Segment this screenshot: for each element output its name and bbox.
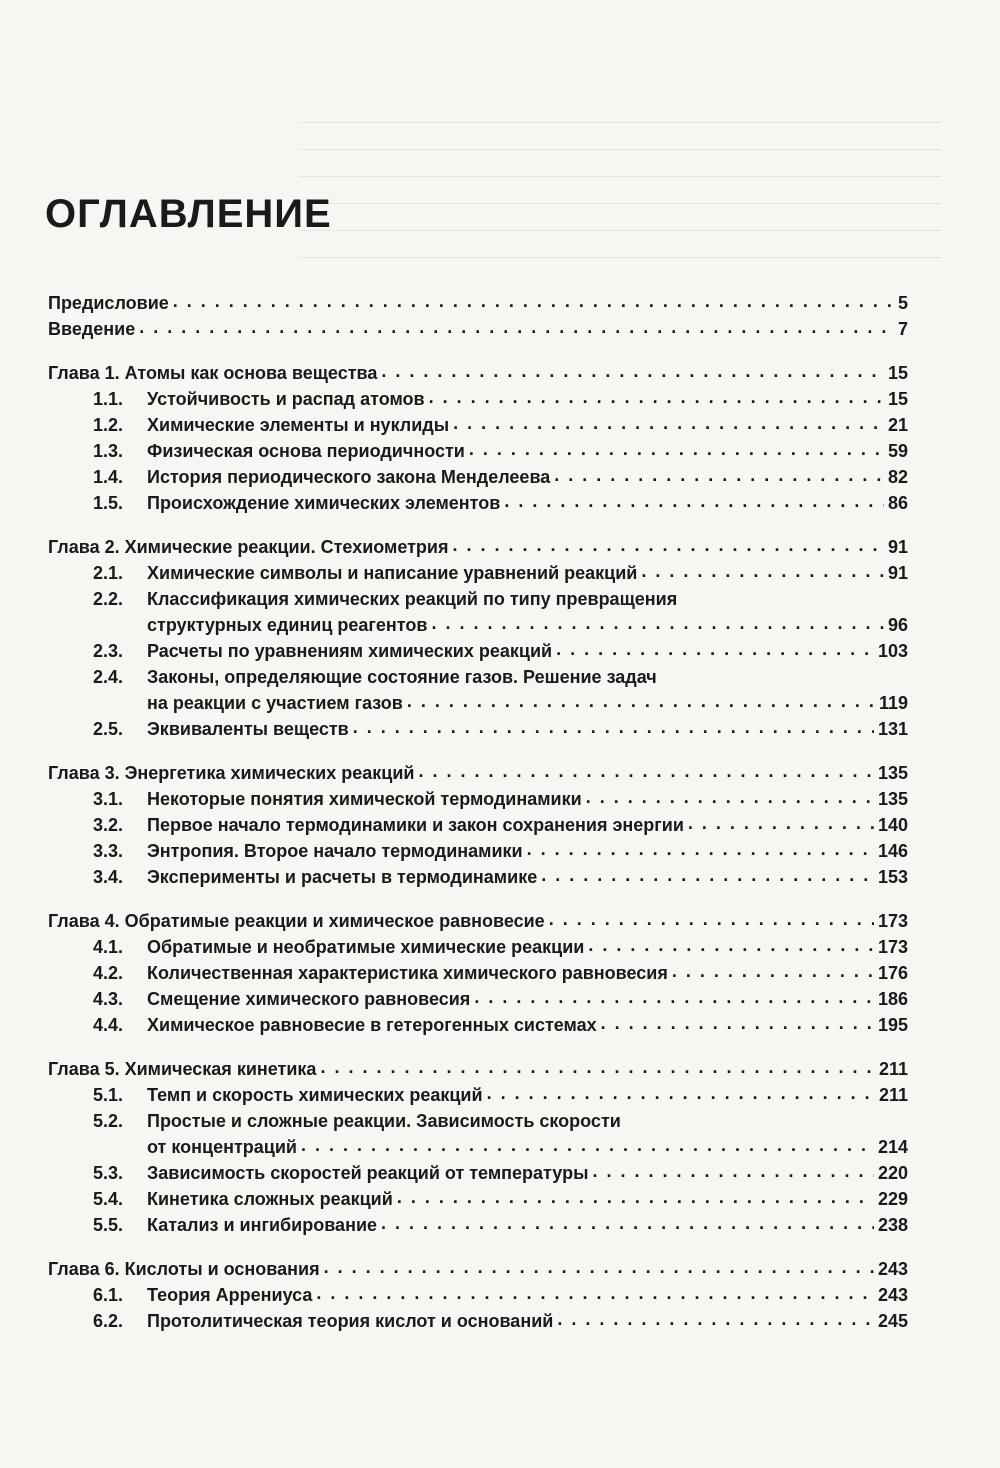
- toc-section-entry[interactable]: [48, 638, 908, 664]
- section-number: 5.1.: [93, 1085, 124, 1105]
- section-number: 2.1.: [93, 563, 124, 583]
- section-page: 131: [877, 719, 908, 739]
- section-page: 119: [878, 693, 908, 713]
- toc-section-continuation[interactable]: [48, 690, 908, 716]
- section-number: 3.2.: [93, 815, 124, 835]
- section-number: 1.4.: [93, 467, 124, 487]
- toc-chapter-entry[interactable]: [48, 1256, 908, 1282]
- chapter-title: Глава 6. Кислоты и основания: [48, 1259, 320, 1279]
- section-title: Темп и скорость химических реакций: [147, 1085, 483, 1105]
- section-title: Первое начало термодинамики и закон сохранения энергии: [147, 815, 684, 835]
- section-number: 2.3.: [93, 641, 124, 661]
- chapter-block: [48, 908, 908, 1038]
- toc-section-entry[interactable]: [48, 864, 908, 890]
- entry-page: 5: [897, 293, 908, 313]
- toc-section-entry[interactable]: [48, 838, 908, 864]
- section-title: Устойчивость и распад атомов: [147, 389, 425, 409]
- toc-section-entry[interactable]: [48, 438, 908, 464]
- section-page: 21: [887, 415, 908, 435]
- section-title-line2: от концентраций: [147, 1137, 297, 1157]
- section-number: 1.5.: [93, 493, 124, 513]
- chapter-block: [48, 760, 908, 890]
- entry-page: 7: [897, 319, 908, 339]
- chapter-page: 135: [877, 763, 908, 783]
- section-title: Расчеты по уравнениям химических реакций: [147, 641, 553, 661]
- section-title: Кинетика сложных реакций: [147, 1189, 393, 1209]
- section-page: 135: [877, 789, 908, 809]
- section-number: 2.4.: [93, 667, 124, 687]
- section-title: Химические элементы и нуклиды: [147, 415, 450, 435]
- section-page: 86: [887, 493, 908, 513]
- toc-chapter-entry[interactable]: [48, 1056, 908, 1082]
- toc-section-entry[interactable]: [48, 1308, 908, 1334]
- section-title: Обратимые и необратимые химические реакции: [147, 937, 585, 957]
- section-page: 15: [887, 389, 908, 409]
- entry-title: Предисловие: [48, 293, 169, 313]
- chapter-page: 173: [877, 911, 908, 931]
- section-title: Химические символы и написание уравнений реакций: [147, 563, 638, 583]
- chapter-page: 91: [887, 537, 908, 557]
- section-title: Некоторые понятия химической термодинамики: [147, 789, 582, 809]
- section-page: 214: [877, 1137, 908, 1157]
- toc-section-entry[interactable]: [48, 1160, 908, 1186]
- section-page: 82: [887, 467, 908, 487]
- section-page: 176: [877, 963, 908, 983]
- bleed-through-background: [0, 0, 1000, 300]
- section-number: 1.2.: [93, 415, 124, 435]
- section-title: Количественная характеристика химического равновесия: [147, 963, 668, 983]
- section-title-line2: структурных единиц реагентов: [147, 615, 428, 635]
- chapter-block: [48, 1056, 908, 1238]
- section-number: 4.3.: [93, 989, 124, 1009]
- toc-section-entry[interactable]: [48, 1186, 908, 1212]
- chapter-page: 15: [887, 363, 908, 383]
- section-page: 186: [877, 989, 908, 1009]
- chapter-title: Глава 1. Атомы как основа вещества: [48, 363, 378, 383]
- section-title-line1: Законы, определяющие состояние газов. Решение задач: [147, 667, 657, 687]
- section-number: 3.1.: [93, 789, 124, 809]
- chapter-page: 211: [878, 1059, 908, 1079]
- section-title: Теория Аррениуса: [147, 1285, 313, 1305]
- toc-entry-preface[interactable]: [48, 290, 908, 316]
- section-title: Происхождение химических элементов: [147, 493, 501, 513]
- section-page: 173: [877, 937, 908, 957]
- section-number: 5.4.: [93, 1189, 124, 1209]
- section-page: 96: [887, 615, 908, 635]
- toc-section-continuation[interactable]: [48, 1134, 908, 1160]
- section-page: 229: [877, 1189, 908, 1209]
- section-page: 140: [877, 815, 908, 835]
- section-number: 2.5.: [93, 719, 124, 739]
- toc-chapter-entry[interactable]: [48, 908, 908, 934]
- section-number: 6.1.: [93, 1285, 124, 1305]
- section-page: 59: [887, 441, 908, 461]
- chapter-title: Глава 3. Энергетика химических реакций: [48, 763, 415, 783]
- toc-section-entry[interactable]: [48, 464, 908, 490]
- section-page: 238: [877, 1215, 908, 1235]
- section-number: 2.2.: [93, 589, 124, 609]
- section-title: История периодического закона Менделеева: [147, 467, 551, 487]
- section-number: 1.1.: [93, 389, 124, 409]
- section-title: Зависимость скоростей реакций от температуры: [147, 1163, 589, 1183]
- section-page: 245: [877, 1311, 908, 1331]
- section-number: 5.3.: [93, 1163, 124, 1183]
- toc-entry-introduction[interactable]: [48, 316, 908, 342]
- toc-section-entry[interactable]: [48, 1212, 908, 1238]
- section-number: 5.2.: [93, 1111, 124, 1131]
- chapter-title: Глава 2. Химические реакции. Стехиометрия: [48, 537, 449, 557]
- section-page: 91: [887, 563, 908, 583]
- toc-section-entry[interactable]: [48, 1012, 908, 1038]
- toc-chapter-entry[interactable]: [48, 360, 908, 386]
- toc-section-entry[interactable]: [48, 786, 908, 812]
- chapter-title: Глава 4. Обратимые реакции и химическое равновесие: [48, 911, 545, 931]
- toc-section-entry[interactable]: [48, 934, 908, 960]
- section-page: 146: [877, 841, 908, 861]
- section-number: 1.3.: [93, 441, 124, 461]
- entry-title: Введение: [48, 319, 136, 339]
- toc-section-entry[interactable]: [48, 986, 908, 1012]
- toc-section-entry[interactable]: [48, 386, 908, 412]
- toc-chapter-entry[interactable]: [48, 760, 908, 786]
- chapter-title: Глава 5. Химическая кинетика: [48, 1059, 317, 1079]
- section-number: 6.2.: [93, 1311, 124, 1331]
- section-page: 220: [877, 1163, 908, 1183]
- section-title-line1: Классификация химических реакций по типу превращения: [147, 589, 678, 609]
- section-page: 103: [877, 641, 908, 661]
- table-of-contents: [48, 290, 908, 1352]
- chapter-page: 243: [877, 1259, 908, 1279]
- toc-section-entry[interactable]: [48, 1082, 908, 1108]
- section-number: 3.3.: [93, 841, 124, 861]
- toc-section-entry[interactable]: [48, 1282, 908, 1308]
- section-number: 5.5.: [93, 1215, 124, 1235]
- chapter-block: [48, 1256, 908, 1334]
- section-title: Смещение химического равновесия: [147, 989, 471, 1009]
- chapter-block: [48, 360, 908, 516]
- section-title: Эквиваленты веществ: [147, 719, 349, 739]
- toc-section-entry[interactable]: [48, 560, 908, 586]
- toc-section-entry[interactable]: [48, 716, 908, 742]
- section-title: Энтропия. Второе начало термодинамики: [147, 841, 523, 861]
- section-number: 4.2.: [93, 963, 124, 983]
- section-page: 195: [877, 1015, 908, 1035]
- section-title: Химическое равновесие в гетерогенных системах: [147, 1015, 597, 1035]
- toc-section-entry[interactable]: [48, 664, 908, 690]
- toc-chapter-entry[interactable]: [48, 534, 908, 560]
- section-title-line1: Простые и сложные реакции. Зависимость скорости: [147, 1111, 621, 1131]
- page-title: ОГЛАВЛЕНИЕ: [45, 192, 332, 236]
- toc-section-entry[interactable]: [48, 586, 908, 612]
- section-number: 4.1.: [93, 937, 124, 957]
- toc-section-entry[interactable]: [48, 1108, 908, 1134]
- section-number: 4.4.: [93, 1015, 124, 1035]
- chapter-block: [48, 534, 908, 742]
- toc-section-continuation[interactable]: [48, 612, 908, 638]
- toc-section-entry[interactable]: [48, 412, 908, 438]
- section-page: 153: [877, 867, 908, 887]
- section-page: 211: [878, 1085, 908, 1105]
- section-title: Физическая основа периодичности: [147, 441, 465, 461]
- section-title: Катализ и ингибирование: [147, 1215, 378, 1235]
- section-title: Эксперименты и расчеты в термодинамике: [147, 867, 538, 887]
- toc-section-entry[interactable]: [48, 812, 908, 838]
- toc-section-entry[interactable]: [48, 960, 908, 986]
- toc-section-entry[interactable]: [48, 490, 908, 516]
- section-title: Протолитическая теория кислот и оснований: [147, 1311, 554, 1331]
- section-number: 3.4.: [93, 867, 124, 887]
- front-matter: [48, 290, 908, 342]
- section-title-line2: на реакции с участием газов: [147, 693, 403, 713]
- section-page: 243: [877, 1285, 908, 1305]
